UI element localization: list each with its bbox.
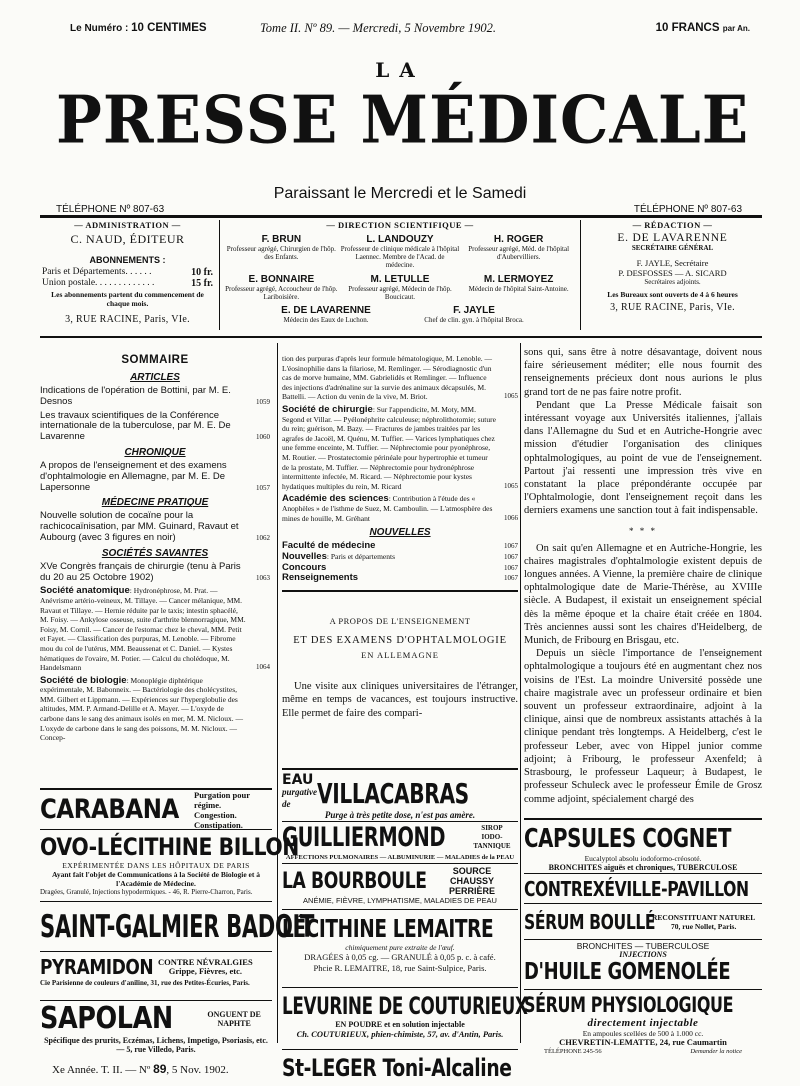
ad-bourboule-row (282, 866, 518, 896)
director-desc: Professeur de clinique médicale à l'hôpital Laennec. Membre de l'Acad. de médecine. (340, 245, 460, 269)
sommaire-column (40, 344, 270, 746)
redaction-address: 3, RUE RACINE, Paris, VIe. (610, 302, 735, 313)
director-desc: Médecin de l'hôpital Saint-Antoine. (468, 285, 569, 293)
ad-serum-boulle[interactable] (524, 904, 762, 940)
director-desc: Professeur agrégé, Accoucheur de l'hôp. Lariboisière. (225, 285, 338, 301)
ad-text: Congestion. Constipation. (194, 809, 243, 830)
sommaire-end-rule (282, 590, 518, 592)
toc-entry[interactable] (40, 411, 270, 443)
toc-entry-text: A propos de l'enseignement et des examens d'ophtalmologie en Allemagne, par M. E. De Lapersonne (40, 459, 227, 493)
toc-subheading: Société de biologie (40, 674, 127, 686)
price-per-issue (70, 22, 207, 34)
masthead-title: PRESSE MÉDICALE (56, 82, 750, 159)
phone-left: TÉLÉPHONE Nº 807-63 (56, 204, 165, 215)
director-entry (252, 305, 400, 324)
toc-entry-text: Indications de l'opération de Bottini, par M. E. Desnos (40, 385, 231, 407)
ad-guilliermond-name: GUILLIERMOND (282, 822, 446, 853)
toc-entry-text: : Contribution à l'étude des « Anophèles » de l'isthme de Suez, M. Camboulin. — L'atmosphère des mines de houille, M. Gréhant (282, 494, 493, 523)
ad-text: EAU (282, 772, 314, 788)
numero-label: Le Numéro : (70, 23, 129, 34)
ad-text: Spécifique des prurits, Eczémas, Lichens, Impetigo, Psoriasis, etc. — 5, rue Villedo, Paris. (44, 1036, 268, 1054)
toc-page: 1065 (504, 392, 518, 401)
toc-page: 1064 (256, 663, 270, 672)
abonnements-heading: ABONNEMENTS : (89, 255, 166, 265)
redaction-box (580, 220, 758, 330)
ad-text: Dragées, Granulé, Injections hypodermiques. - 46, R. Pierre-Charron, Paris. (40, 888, 253, 896)
direction-box (222, 220, 578, 330)
price-row-value: 10 fr. (191, 267, 213, 278)
ad-guilliermond-row (282, 822, 518, 853)
ad-serum-name: SÉRUM BOULLÉ (524, 909, 656, 934)
ad-ovo-name: OVO-LÉCITHINE BILLON (40, 833, 299, 861)
ad-gomenolee-name: D'HUILE GOMENOLÉE (524, 959, 731, 985)
ads-right (524, 818, 762, 1062)
toc-entry-text: : Hydronéphrose, M. Prat. — Anévrisme artério-veineux, M. Tillaye. — Cancer mélanique, MM. Ravaut et Tillaye. — Hernie réduite par le taxis; intestin sphacélé, M. Foisy. — Ankylose osseuse, suite d'arthrite blennorragique, MM. Foisy, M. Cornil. — Cancer de l'estomac chez le cheval, MM. Petit et Fayet. — Classification des purpuras, M. Lenoble. — Fibrome mou du col de l'utérus, MM. Beaussenat et C. Daniel. — Kystes hématiques de l'ovaire, M. Potier. — Calcul du cholédoque, M. Handelsmann (40, 586, 246, 673)
price-row-value: 15 fr. (191, 278, 213, 289)
ad-ovo-lecithine[interactable] (40, 830, 299, 902)
toc-page: 1060 (256, 433, 270, 442)
numero-price: 10 CENTIMES (131, 22, 207, 34)
ad-text: Demander la notice (690, 1048, 742, 1055)
footer-number: 89 (153, 1062, 167, 1076)
ad-levurine-name: LEVURINE DE COUTURIEUX (282, 992, 528, 1020)
toc-entry[interactable] (282, 494, 518, 523)
ad-badoit-name: SAINT-GALMIER BADOIT (40, 908, 315, 945)
director-desc: Professeur agrégé, Médecin de l'hôp. Boucicaut. (348, 285, 452, 301)
ad-text: BRONCHITES aiguës et chroniques, TUBERCULOSE (548, 863, 738, 872)
section-heading-pratique: MÉDECINE PRATIQUE (101, 497, 209, 509)
administration-title: — ADMINISTRATION — (74, 220, 181, 230)
toc-subheading: Société anatomique (40, 585, 130, 597)
director-name: E. BONNAIRE (248, 274, 315, 285)
price-row-label: Paris et Départements. . . . . . (42, 267, 152, 277)
ad-pyramidon-desc (158, 958, 253, 976)
ad-text: EXPÉRIMENTÉE DANS LES HÔPITAUX DE PARIS (62, 861, 250, 870)
toc-entry[interactable] (282, 573, 518, 584)
ad-carabana[interactable] (40, 790, 272, 830)
toc-page: 1067 (504, 563, 518, 572)
ad-badoit[interactable] (40, 902, 315, 952)
article-text: Une visite aux cliniques universitaires de l'étranger, même en temps de vacances, est toujours instructive. Elle permet de faire des compari- (282, 681, 518, 719)
ad-text: Ayant fait l'objet de Communications à la Société de Biologie et à l'Académie de Médecine. (52, 870, 260, 888)
masthead-rule (40, 215, 762, 218)
ad-text: 70, rue Nollet, Paris. (670, 921, 737, 931)
issue-info: Tome II. Nº 89. — Mercredi, 5 Novembre 1902. (260, 21, 497, 35)
column-divider (520, 343, 521, 1043)
direction-grid-bottom (222, 305, 578, 324)
toc-subheading: Académie des sciences (282, 493, 389, 505)
ad-text: ONGUENT DE NAPHTE (207, 1009, 261, 1028)
price-row-label: Union postale. . . . . . . . . . . . . (42, 278, 155, 288)
ad-text: DRAGÉES à 0,05 cg. — GRANULÉ à 0,05 p. c. à café. (304, 952, 496, 962)
article-text: sons qui, sans être à notre désavantage, doivent nous faire sérieusement méditer; elle nous fournit des renseignements précieux dont nous aurions le plus grand tort de ne pas faire notre profit. (524, 347, 762, 398)
article-text: Depuis un siècle l'importance de l'enseignement ophtalmologique a toujours été en augmentant chez nos voisins de l'Est. La moindre Université possède une chaire magistrale avec un professeur ordinaire et bien souvent un professeur extraordinaire, adjoint à la clinique, ainsi que de nombreux assistants attachés à la clinique pendant très longtemps. A Heidelberg, c'est le professeur Leber, avec von Hippel junior comme adjoint; à Fribourg, le professeur Axenfeld; à Strasbourg, le professeur Laqueur; à Budapest, le professeur Schuleck avec le professeur Émile de Grosz comme adjoint, spécialement chargé des (524, 648, 762, 805)
ad-villacabras-prefix (282, 774, 317, 810)
abonnements-note: Les abonnements partent du commencement de chaque mois. (51, 290, 204, 308)
ad-serum-desc (652, 913, 755, 931)
redaction-editor: E. DE LAVARENNE (617, 232, 728, 244)
ad-sapolan[interactable] (40, 1001, 272, 1057)
ad-text: AFFECTIONS PULMONAIRES — ALBUMINURIE — MALADIES de la PEAU (285, 854, 515, 861)
ad-text: SOURCE CHAUSSY PERRIÈRE (448, 866, 495, 896)
header-rule (40, 336, 762, 338)
ad-villacabras-row (282, 774, 518, 810)
toc-page: 1067 (504, 552, 518, 561)
ad-serum-physiologique[interactable] (524, 990, 762, 1062)
director-entry (222, 234, 341, 269)
ad-capsules-cognet[interactable] (524, 820, 762, 874)
redaction-adjoints: P. DESFOSSES — A. SICARD (618, 268, 727, 278)
section-heading-nouvelles: NOUVELLES (369, 527, 431, 539)
ad-sapolan-name: SAPOLAN (40, 1001, 173, 1036)
direction-grid (222, 234, 578, 301)
sommaire-title: SOMMAIRE (121, 354, 189, 366)
toc-subheading: Nouvelles (282, 550, 327, 562)
ad-contrexeville[interactable] (524, 874, 762, 904)
ad-text: Phcie R. LEMAITRE, 18, rue Saint-Sulpice, Paris. (313, 963, 487, 973)
toc-page: 1057 (256, 483, 270, 492)
footer-prefix: Xe Année. T. II. — Nº (52, 1064, 151, 1076)
director-name: F. JAYLE (453, 305, 495, 316)
toc-entry-text: : Monoplégie diphtérique expérimentale, M. Babonneix. — Bactériologie des cholécystites, MM. Gilbert et Lippmann. — Expériences sur l'hyperglobulie des altitudes, MM. P. Armand-Delille et A. Mayer. — L'oxyde de carbone dans le sang des animaux isolés en mer, M. M. Nicloux. — L'oxyde de carbone dans le sang des poissons, M. M. Nicloux. — Concep- (40, 675, 243, 743)
ad-text: INJECTIONS (619, 950, 667, 959)
toc-entry-text: Les travaux scientifiques de la Conférence internationale de la tuberculose, par M. E. De Lavarenne (40, 409, 231, 443)
footer-issue-line (52, 1062, 229, 1076)
toc-page: 1059 (256, 397, 270, 406)
toc-page: 1062 (256, 533, 270, 542)
toc-entry-text: : Sur l'appendicite, M. Moty, MM. Segond et Villar. — Pyélonéphrite calculeuse; néphrolithotomie; suture du rein; guérison, M. Bazy. — Fractures de jambes traitées par les agrafes de Jacoël, M. Quénu, M. Tuffier. — Varices lymphatiques chez une femme enceinte, M. Tuffier. — Néphrectomie pour pyonéphrose, M. Routier. — Prostatectomie périnéale pour hypertrophie et tumeur de la prostate, M. Tuffier. — Néphrectomie pour hydronéphrose intermittente infectée, M. Ricard. — Néphrectomie pour kystes hydatiques multiples du rein, M. Ricard (282, 404, 496, 491)
director-entry (459, 274, 578, 301)
toc-page: 1066 (504, 513, 518, 522)
issue-strip (70, 22, 750, 38)
footer-date: , 5 Nov. 1902. (166, 1064, 229, 1076)
ad-villacabras[interactable] (282, 774, 518, 822)
ad-capsules-name: CAPSULES COGNET (524, 824, 732, 854)
director-name: M. LETULLE (370, 274, 430, 285)
section-heading-articles: ARTICLES (130, 372, 180, 383)
toc-entry-text: : Paris et départements (326, 551, 395, 561)
director-name: E. DE LAVARENNE (281, 305, 371, 316)
masthead-article: LA (375, 58, 425, 82)
ad-st-leger-name: St-LEGER Toni-Alcaline (282, 1054, 512, 1082)
administration-box (42, 220, 220, 330)
ad-text: Ch. COUTURIEUX, phien-chimiste, 57, av. d'Antin, Paris. (296, 1029, 504, 1039)
director-desc: Médecin des Eaux de Luchon. (283, 316, 369, 324)
director-name: F. BRUN (261, 234, 302, 245)
article-kicker: A PROPOS DE L'ENSEIGNEMENT (329, 616, 471, 627)
administration-editor: C. NAUD, ÉDITEUR (70, 232, 185, 246)
toc-subheading: Faculté de médecine (282, 540, 376, 552)
redaction-adjoints-role: Secrétaires adjoints. (644, 278, 701, 286)
price-row-paris (42, 267, 213, 278)
section-break: * * * (629, 525, 657, 536)
article-title: ET DES EXAMENS D'OPHTALMOLOGIE (293, 635, 507, 647)
ad-text: BRONCHITES — TUBERCULOSE (576, 941, 710, 951)
middle-column (282, 354, 518, 720)
toc-entry[interactable] (40, 676, 270, 743)
toc-entry[interactable] (40, 461, 270, 493)
toc-subheading: Renseignements (282, 572, 359, 584)
ad-text: ANÉMIE, FIÈVRE, LYMPHATISME, MALADIES DE PEAU (303, 896, 497, 905)
ads-middle (282, 768, 528, 1086)
toc-entry-text: XVe Congrès français de chirurgie (tenu à Paris du 20 au 25 Octobre 1902) (40, 560, 241, 583)
article-body (524, 346, 762, 518)
phone-right: TÉLÉPHONE Nº 807-63 (633, 204, 742, 215)
director-name: M. LERMOYEZ (483, 274, 554, 285)
ad-lecithine-name: LÉCITHINE LEMAITRE (282, 914, 494, 943)
ad-text: Purgation pour régime. (194, 789, 250, 810)
administration-address: 3, RUE RACINE, Paris, VIe. (65, 314, 190, 325)
subscription-price (656, 22, 750, 34)
ad-text: directement injectable (587, 1017, 699, 1029)
director-desc: Professeur agrégé, Chirurgien de l'hôp. des Enfants. (226, 245, 336, 261)
toc-entry[interactable] (40, 586, 270, 672)
toc-page: 1067 (504, 574, 518, 583)
ad-text: CONTRE NÉVRALGIES (158, 957, 253, 967)
ad-text: TÉLÉPHONE 245-56 (544, 1048, 602, 1055)
article-body (524, 542, 762, 806)
ad-guilliermond[interactable] (282, 822, 518, 864)
ad-text: purgative de (282, 787, 317, 809)
ad-villacabras-name: VILLACABRAS (317, 777, 469, 810)
toc-entry-text: tion des purpuras d'après leur formule hématologique, M. Lenoble. — L'éosinophilie dans la filariose, M. Remlinger. — Sérodiagnostic d'un cas de morve humaine, MM. Gabrielidès et Remlinger. — Influence des injections d'adrénaline sur la survie des animaux décapsulés, M. Battelli. — Action du venin de la vive, M. Briot. (282, 354, 493, 402)
ad-sapolan-row (40, 1001, 272, 1036)
ad-pyramidon-row (40, 955, 272, 979)
ad-text: Grippe, Fièvres, etc. (168, 966, 242, 976)
subscription-unit: par An. (722, 24, 750, 33)
ad-physio-footer (524, 1047, 762, 1056)
ad-text: Cie Parisienne de couleurs d'aniline, 31, rue des Petites-Écuries, Paris. (40, 979, 250, 987)
director-entry (459, 234, 578, 269)
article-column (524, 346, 762, 806)
toc-entry-text: Nouvelle solution de cocaïne pour la rachicocaïnisation, par MM. Guinard, Ravaut et Aubourg (avec 3 figures en noir) (40, 510, 239, 543)
ad-st-leger[interactable] (282, 1050, 518, 1086)
section-heading-chronique: CHRONIQUE (124, 446, 186, 458)
toc-page: 1067 (504, 542, 518, 551)
ad-text: SIROP IODO-TANNIQUE (473, 824, 511, 850)
director-desc: Chef de clin. gyn. à l'hôpital Broca. (424, 316, 524, 324)
subscription-amount: 10 FRANCS (655, 22, 720, 34)
redaction-secretary: F. JAYLE, Secrétaire (636, 258, 709, 268)
director-name: L. LANDOUZY (366, 234, 434, 245)
article-subtitle: EN ALLEMAGNE (361, 650, 439, 661)
ad-pyramidon-name: PYRAMIDON (40, 955, 154, 979)
ad-bourboule[interactable] (282, 866, 518, 910)
ad-text: RECONSTITUANT NATUREL (652, 912, 756, 922)
ad-lecithine[interactable] (282, 910, 518, 988)
director-entry (222, 274, 341, 301)
toc-entry[interactable] (40, 511, 270, 543)
director-desc: Professeur agrégé, Méd. de l'hôpital d'Aubervilliers. (468, 245, 570, 261)
director-entry (341, 274, 460, 301)
ad-text: En ampoules scellées de 500 à 1.000 cc. (582, 1029, 704, 1038)
price-row-union (42, 278, 213, 289)
article-text: Pendant que La Presse Médicale faisait son intéressant voyage aux Universités italiennes, j'allais dans l'Allemagne du Sud et en Autriche-Hongrie avec mission d'étudier l'organisation des cliniques ophtalmologiques, au point de vue de l'enseignement. Partout j'ai ressenti une impression très vive en constatant la place prépondérante occupée par l'Ophtalmologie, dont l'enseignement reçoit dans les derniers examens une sanction tout à fait indispensable. (524, 399, 762, 517)
redaction-title: — RÉDACTION — (632, 220, 713, 230)
ad-text: EN POUDRE et en solution injectable (335, 1020, 465, 1029)
toc-entry[interactable] (40, 562, 270, 584)
ad-physio-name: SÉRUM PHYSIOLOGIQUE (524, 993, 734, 1017)
masthead-subtitle: Paraissant le Mercredi et le Samedi (273, 185, 527, 202)
redaction-role: SECRÉTAIRE GÉNÉRAL (631, 244, 714, 252)
ad-contrexeville-name: CONTREXÉVILLE-PAVILLON (524, 876, 749, 901)
direction-title: — DIRECTION SCIENTIFIQUE — (326, 220, 474, 230)
toc-subheading: Société de chirurgie (282, 403, 373, 415)
article-paragraph (282, 680, 518, 720)
director-entry (341, 234, 460, 269)
article-text: On sait qu'en Allemagne et en Autriche-Hongrie, les chaires magistrales d'ophtalmologie existent depuis de longues années. A Vienne, la première chaire de clinique ophtalmologique date de Marie-Thérèse, au XVIIIe siècle. A Budapest, il existait un enseignement spécial dès la même époque et la chaire était créée en 1804. Très anciennes aussi sont les chaires d'Heidelberg, de Munich, de Fribourg en Brisgau, etc. (524, 542, 762, 647)
toc-entry[interactable] (282, 405, 518, 491)
ad-text: Purge à très petite dose, n'est pas amère. (324, 810, 476, 820)
ad-gomenolee[interactable] (524, 942, 762, 990)
ad-carabana-desc (194, 790, 272, 830)
redaction-hours: Les Bureaux sont ouverts de 4 à 6 heures (607, 290, 738, 299)
toc-subheading: Concours (282, 561, 327, 573)
ad-text: CHEVRETIN-LEMATTE, 24, rue Caumartin (559, 1037, 727, 1047)
ad-bourboule-name: LA BOURBOULE (282, 868, 427, 894)
director-entry (400, 305, 548, 324)
ad-text: Eucalyptol absolu iodoformo-créosoté. (584, 854, 702, 863)
director-name: H. ROGER (493, 234, 544, 245)
ad-carabana-name: CARABANA (40, 794, 179, 825)
toc-page: 1063 (256, 573, 270, 582)
toc-entry[interactable] (282, 354, 518, 402)
ad-pyramidon[interactable] (40, 955, 272, 1001)
ad-levurine[interactable] (282, 988, 528, 1050)
toc-page: 1065 (504, 481, 518, 490)
ad-text: chimiquement pure extraite de l'œuf. (345, 943, 455, 952)
section-heading-savantes: SOCIÉTÉS SAVANTES (101, 547, 209, 559)
toc-entry[interactable] (40, 386, 270, 408)
